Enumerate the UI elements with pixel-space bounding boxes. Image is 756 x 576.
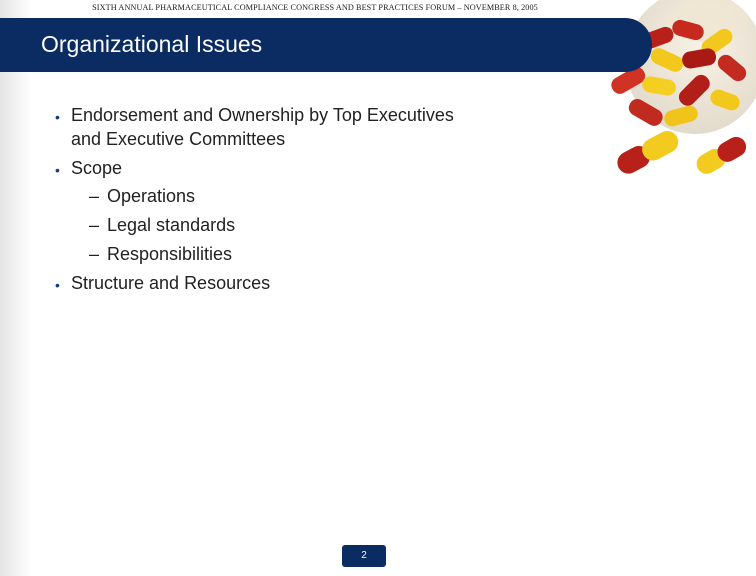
sub-item-responsibilities: Responsibilities <box>107 244 233 264</box>
slide-title: Organizational Issues <box>41 31 263 57</box>
bullet-icon: • <box>55 109 60 125</box>
sub-item-operations: Operations <box>107 186 196 206</box>
bullet-icon: • <box>55 277 60 293</box>
bullet-icon: • <box>55 162 60 178</box>
dash-icon: – <box>89 215 100 235</box>
dash-icon: – <box>89 244 100 264</box>
bullet-item-scope: Scope <box>71 158 123 178</box>
bullet-item-endorsement-continued: and Executive Committees <box>71 129 286 149</box>
conference-header: SIXTH ANNUAL PHARMACEUTICAL COMPLIANCE CONGRESS AND BEST PRACTICES FORUM – NOVEMBER 8, 2005 <box>92 3 538 12</box>
dash-icon: – <box>89 186 100 206</box>
sub-item-legal-standards: Legal standards <box>107 215 236 235</box>
bullet-item-endorsement: Endorsement and Ownership by Top Executives <box>71 105 454 125</box>
bullet-item-structure: Structure and Resources <box>71 273 271 293</box>
left-gradient-strip <box>0 0 32 576</box>
page-number: 2 <box>342 545 386 567</box>
